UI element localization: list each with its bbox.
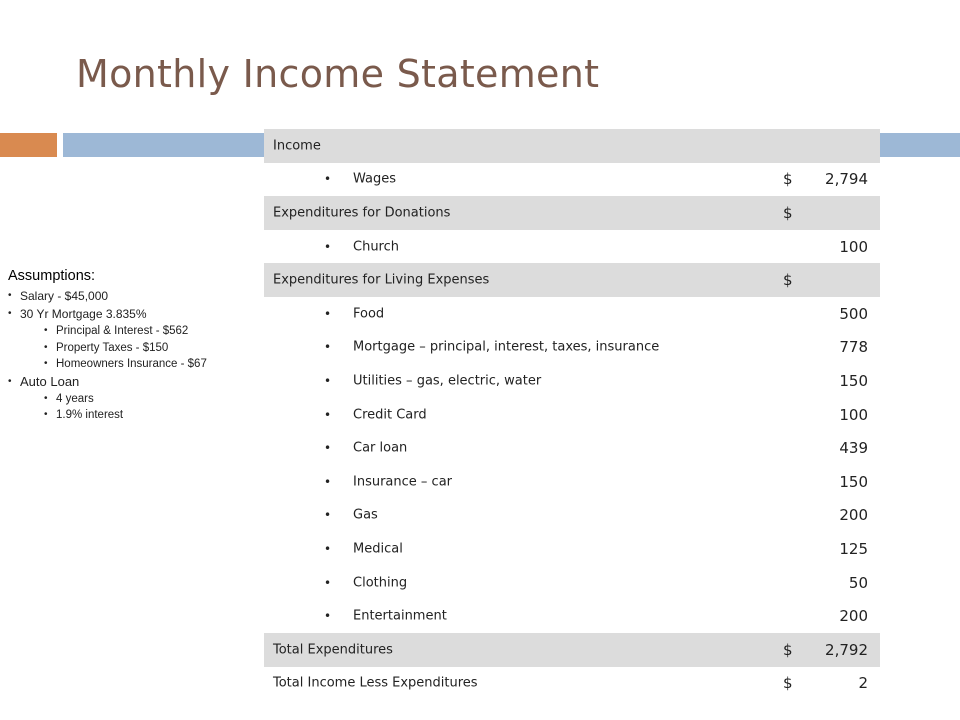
row-label: Total Income Less Expenditures	[273, 675, 478, 691]
bullet-icon: •	[324, 441, 332, 456]
assumption-property-taxes: • Property Taxes - $150	[44, 340, 263, 357]
row-label: Income	[273, 138, 321, 154]
row-entertainment	[264, 599, 880, 633]
bullet-icon: •	[324, 172, 332, 187]
bullet-icon: •	[324, 474, 332, 489]
assumption-mortgage: • 30 Yr Mortgage 3.835%	[8, 305, 263, 323]
row-gas	[264, 499, 880, 533]
row-label: Food	[353, 306, 385, 322]
row-living-expenses	[264, 263, 880, 297]
row-amount: 200	[839, 607, 868, 626]
row-label: Total Expenditures	[273, 642, 393, 658]
bullet-icon: •	[324, 306, 332, 321]
accent-bar	[0, 133, 57, 157]
row-label: Utilities – gas, electric, water	[353, 373, 542, 389]
row-amount: 100	[839, 405, 868, 424]
dollar-sign: $	[783, 170, 793, 189]
bullet-icon: •	[324, 508, 332, 523]
row-amount: 150	[839, 472, 868, 491]
row-credit-card	[264, 398, 880, 432]
bullet-icon: •	[324, 575, 332, 590]
row-amount: 100	[839, 237, 868, 256]
assumption-loan-interest: • 1.9% interest	[44, 407, 263, 424]
bullet-icon: •	[324, 239, 332, 254]
row-amount: 2	[858, 674, 868, 693]
row-label: Credit Card	[353, 407, 427, 423]
row-label: Car loan	[353, 440, 408, 456]
row-car-loan	[264, 431, 880, 465]
row-amount: 439	[839, 439, 868, 458]
row-label: Insurance – car	[353, 474, 453, 490]
row-amount: 2,794	[825, 170, 868, 189]
row-amount: 778	[839, 338, 868, 357]
row-amount: 150	[839, 371, 868, 390]
bullet-icon: •	[324, 407, 332, 422]
slide-title: Monthly Income Statement	[76, 52, 600, 96]
row-utilities	[264, 364, 880, 398]
row-mortgage	[264, 331, 880, 365]
row-label: Gas	[353, 507, 378, 523]
dollar-sign: $	[783, 203, 793, 222]
row-amount: 2,792	[825, 640, 868, 659]
bullet-icon: •	[324, 609, 332, 624]
income-statement-table	[264, 129, 880, 700]
assumption-auto-loan: • Auto Loan	[8, 373, 263, 391]
assumption-principal-interest: • Principal & Interest - $562	[44, 323, 263, 340]
row-label: Clothing	[353, 575, 408, 591]
row-label: Expenditures for Donations	[273, 205, 451, 221]
row-wages	[264, 163, 880, 197]
row-income	[264, 129, 880, 163]
row-amount: 125	[839, 539, 868, 558]
dollar-sign: $	[783, 674, 793, 693]
dollar-sign: $	[783, 640, 793, 659]
bullet-icon: •	[324, 541, 332, 556]
assumption-homeowners-insurance: • Homeowners Insurance - $67	[44, 356, 263, 373]
row-church	[264, 230, 880, 264]
row-amount: 200	[839, 506, 868, 525]
assumption-loan-years: • 4 years	[44, 391, 263, 408]
row-label: Entertainment	[353, 608, 447, 624]
assumptions-list	[8, 287, 263, 424]
bullet-icon: •	[324, 340, 332, 355]
row-amount: 500	[839, 304, 868, 323]
row-donations	[264, 196, 880, 230]
row-label: Medical	[353, 541, 403, 557]
row-amount: 50	[848, 573, 868, 592]
bullet-icon: •	[324, 373, 332, 388]
assumptions-heading: Assumptions:	[8, 268, 96, 284]
dollar-sign: $	[783, 271, 793, 290]
row-label: Church	[353, 239, 400, 255]
row-medical	[264, 532, 880, 566]
row-insurance-car	[264, 465, 880, 499]
row-food	[264, 297, 880, 331]
row-clothing	[264, 566, 880, 600]
row-net-income	[264, 667, 880, 701]
row-total-expenditures	[264, 633, 880, 667]
row-label: Mortgage – principal, interest, taxes, insurance	[353, 339, 660, 355]
row-label: Expenditures for Living Expenses	[273, 272, 490, 288]
assumption-salary: • Salary - $45,000	[8, 287, 263, 305]
row-label: Wages	[353, 171, 397, 187]
assumptions-panel	[8, 268, 263, 424]
